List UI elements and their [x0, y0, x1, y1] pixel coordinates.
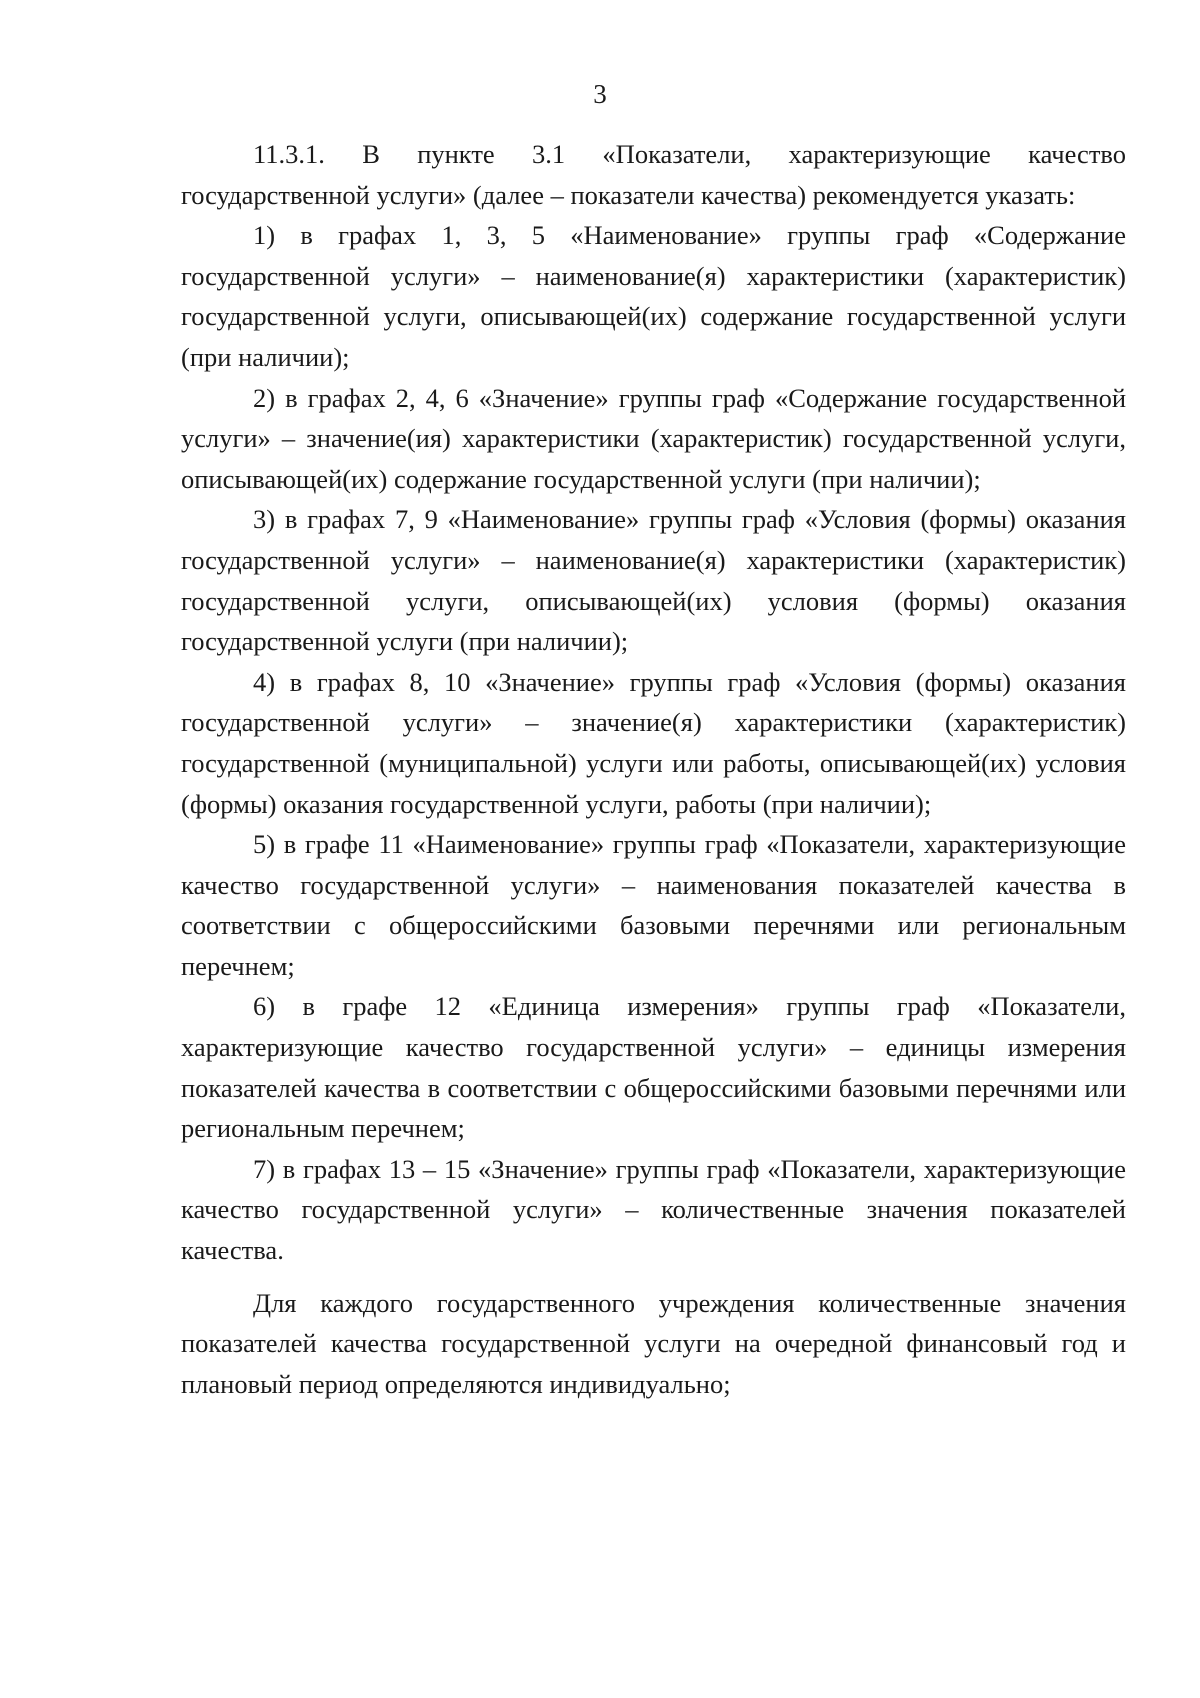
list-item-5: 5) в графе 11 «Наименование» группы граф «Показатели, характеризующие качество государственной услуги» – наименования показателей качества в соответствии с общероссийскими базовыми перечнями или региональным перечнем; — [181, 829, 1126, 981]
list-item-2: 2) в графах 2, 4, 6 «Значение» группы граф «Содержание государственной услуги» – значение(ия) характеристики (характеристик) государственной услуги, описывающей(их) содержание государственной услуги (при наличии); — [181, 382, 1126, 494]
list-item-1: 1) в графах 1, 3, 5 «Наименование» группы граф «Содержание государственной услуги» – наименование(я) характеристики (характеристик) государственной услуги, описывающей(их) содержание государственной услуги (при наличии); — [181, 220, 1126, 372]
paragraph-11-3-1: 11.3.1. В пункте 3.1 «Показатели, характеризующие качество государственной услуги» (далее – показатели качества) рекомендуется указать: — [181, 139, 1126, 210]
list-item-7: 7) в графах 13 – 15 «Значение» группы граф «Показатели, характеризующие качество государственной услуги» – количественные значения показателей качества. — [181, 1153, 1126, 1266]
page-number: 3 — [593, 79, 607, 109]
list-item-3: 3) в графах 7, 9 «Наименование» группы граф «Условия (формы) оказания государственной услуги» – наименование(я) характеристики (характеристик) государственной услуги, описывающей(их) условия (формы) оказания государственной услуги (при наличии); — [181, 504, 1126, 657]
document-body — [181, 134, 1126, 1404]
closing-paragraph: Для каждого государственного учреждения количественные значения показателей качества государственной услуги на очередной финансовый год и плановый период определяются индивидуально; — [181, 1287, 1126, 1399]
list-item-4: 4) в графах 8, 10 «Значение» группы граф «Условия (формы) оказания государственной услуги» – значение(я) характеристики (характеристик) государственной (муниципальной) услуги или работы, описывающей(их) условия (формы) оказания государственной услуги, работы (при наличии); — [181, 666, 1126, 819]
list-item-6: 6) в графе 12 «Единица измерения» группы граф «Показатели, характеризующие качество государственной услуги» – единицы измерения показателей качества в соответствии с общероссийскими базовыми перечнями или региональным перечнем; — [181, 991, 1126, 1144]
